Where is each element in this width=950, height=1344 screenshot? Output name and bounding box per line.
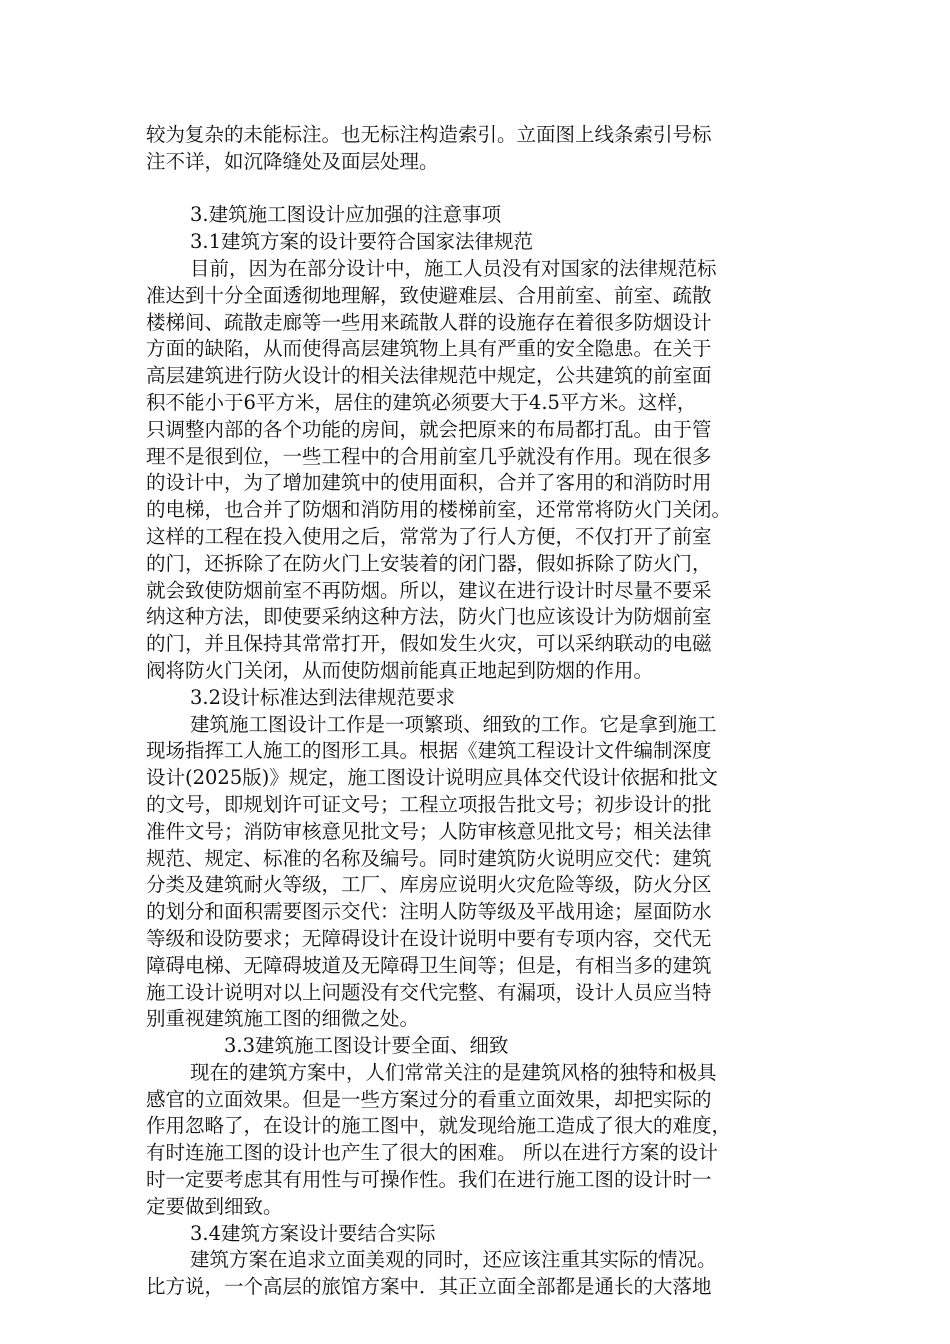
text-line: 的划分和面积需要图示交代：注明人防等级及平战用途；屋面防水 [146,900,712,924]
text-line: 方面的缺陷，从而使得高层建筑物上具有严重的安全隐患。在关于 [146,337,712,361]
paragraph-start: 目前，因为在部分设计中，施工人员没有对国家的法律规范标 [190,256,717,280]
text-line: 的门，并且保持其常常打开，假如发生火灾，可以采纳联动的电磁 [146,632,712,656]
text-line: 作用忽略了，在设计的施工图中，就发现给施工造成了很大的难度， [146,1114,732,1138]
section-heading-3: 3.建筑施工图设计应加强的注意事项 [190,203,502,227]
blank-line [146,176,806,203]
text-line: 阀将防火门关闭，从而使防烟前能真正地起到防烟的作用。 [146,658,654,682]
text-line: 只调整内部的各个功能的房间，就会把原来的布局都打乱。由于管 [146,417,712,441]
text-line: 高层建筑进行防火设计的相关法律规范中规定，公共建筑的前室面 [146,364,712,388]
text-line: 纳这种方法，即使要采纳这种方法，防火门也应该设计为防烟前室 [146,605,712,629]
text-line: 的设计中，为了增加建筑中的使用面积，合并了客用的和消防时用 [146,471,712,495]
text-line: 比方说，一个高层的旅馆方案中．其正立面全部都是通长的大落地 [146,1275,712,1299]
text-line: 理不是很到位，一些工程中的合用前室几乎就没有作用。现在很多 [146,444,712,468]
text-line: 准件文号；消防审核意见批文号；人防审核意见批文号；相关法律 [146,819,712,843]
paragraph-start: 建筑施工图设计工作是一项繁琐、细致的工作。它是拿到施工 [190,712,717,736]
text-line: 定要做到细致。 [146,1194,283,1218]
text-line: 别重视建筑施工图的细微之处。 [146,1007,420,1031]
text-line: 现场指挥工人施工的图形工具。根据《建筑工程设计文件编制深度 [146,739,712,763]
paragraph-start: 建筑方案在追求立面美观的同时，还应该注重其实际的情况。 [190,1248,717,1272]
text-line: 障碍电梯、无障碍坡道及无障碍卫生间等；但是，有相当多的建筑 [146,953,712,977]
text-line: 施工设计说明对以上问题没有交代完整、有漏项，设计人员应当特 [146,980,712,1004]
document-body [146,122,806,1301]
section-heading-3-1: 3.1建筑方案的设计要符合国家法律规范 [190,230,534,254]
section-heading-3-3: 3.3建筑施工图设计要全面、细致 [224,1034,509,1058]
text-line: 的门，还拆除了在防火门上安装着的闭门器，假如拆除了防火门， [146,551,712,575]
text-line: 等级和设防要求；无障碍设计在设计说明中要有专项内容，交代无 [146,926,712,950]
text-line: 的电梯，也合并了防烟和消防用的楼梯前室，还常常将防火门关闭。 [146,498,732,522]
text-line: 感官的立面效果。但是一些方案过分的看重立面效果，却把实际的 [146,1087,712,1111]
text-line: 设计(2025版)》规定，施工图设计说明应具体交代设计依据和批文 [146,766,718,790]
section-heading-3-2: 3.2设计标准达到法律规范要求 [190,685,456,709]
text-line: 的文号，即规划许可证文号；工程立项报告批文号；初步设计的批 [146,792,712,816]
text-line: 规范、规定、标准的名称及编号。同时建筑防火说明应交代：建筑 [146,846,712,870]
text-line: 积不能小于6平方米，居住的建筑必须要大于4.5平方米。这样， [146,390,697,414]
text-line: 分类及建筑耐火等级，工厂、库房应说明火灾危险等级，防火分区 [146,873,712,897]
text-line: 准达到十分全面透彻地理解，致使避难层、合用前室、前室、疏散 [146,283,712,307]
text-line: 这样的工程在投入使用之后，常常为了行人方便，不仅打开了前室 [146,524,712,548]
section-heading-3-4: 3.4建筑方案设计要结合实际 [190,1221,436,1245]
paragraph-start: 现在的建筑方案中，人们常常关注的是建筑风格的独特和极具 [190,1060,717,1084]
text-line: 楼梯间、疏散走廊等一些用来疏散人群的设施存在着很多防烟设计 [146,310,712,334]
text-line: 有时连施工图的设计也产生了很大的困难。 所以在进行方案的设计 [146,1141,718,1165]
text-line: 较为复杂的未能标注。也无标注构造索引。立面图上线条索引号标 [146,123,712,146]
text-line: 时一定要考虑其有用性与可操作性。我们在进行施工图的设计时一 [146,1168,712,1192]
text-line: 就会致使防烟前室不再防烟。所以，建议在进行设计时尽量不要采 [146,578,712,602]
text-line: 注不详，如沉降缝处及面层处理。 [146,149,439,173]
